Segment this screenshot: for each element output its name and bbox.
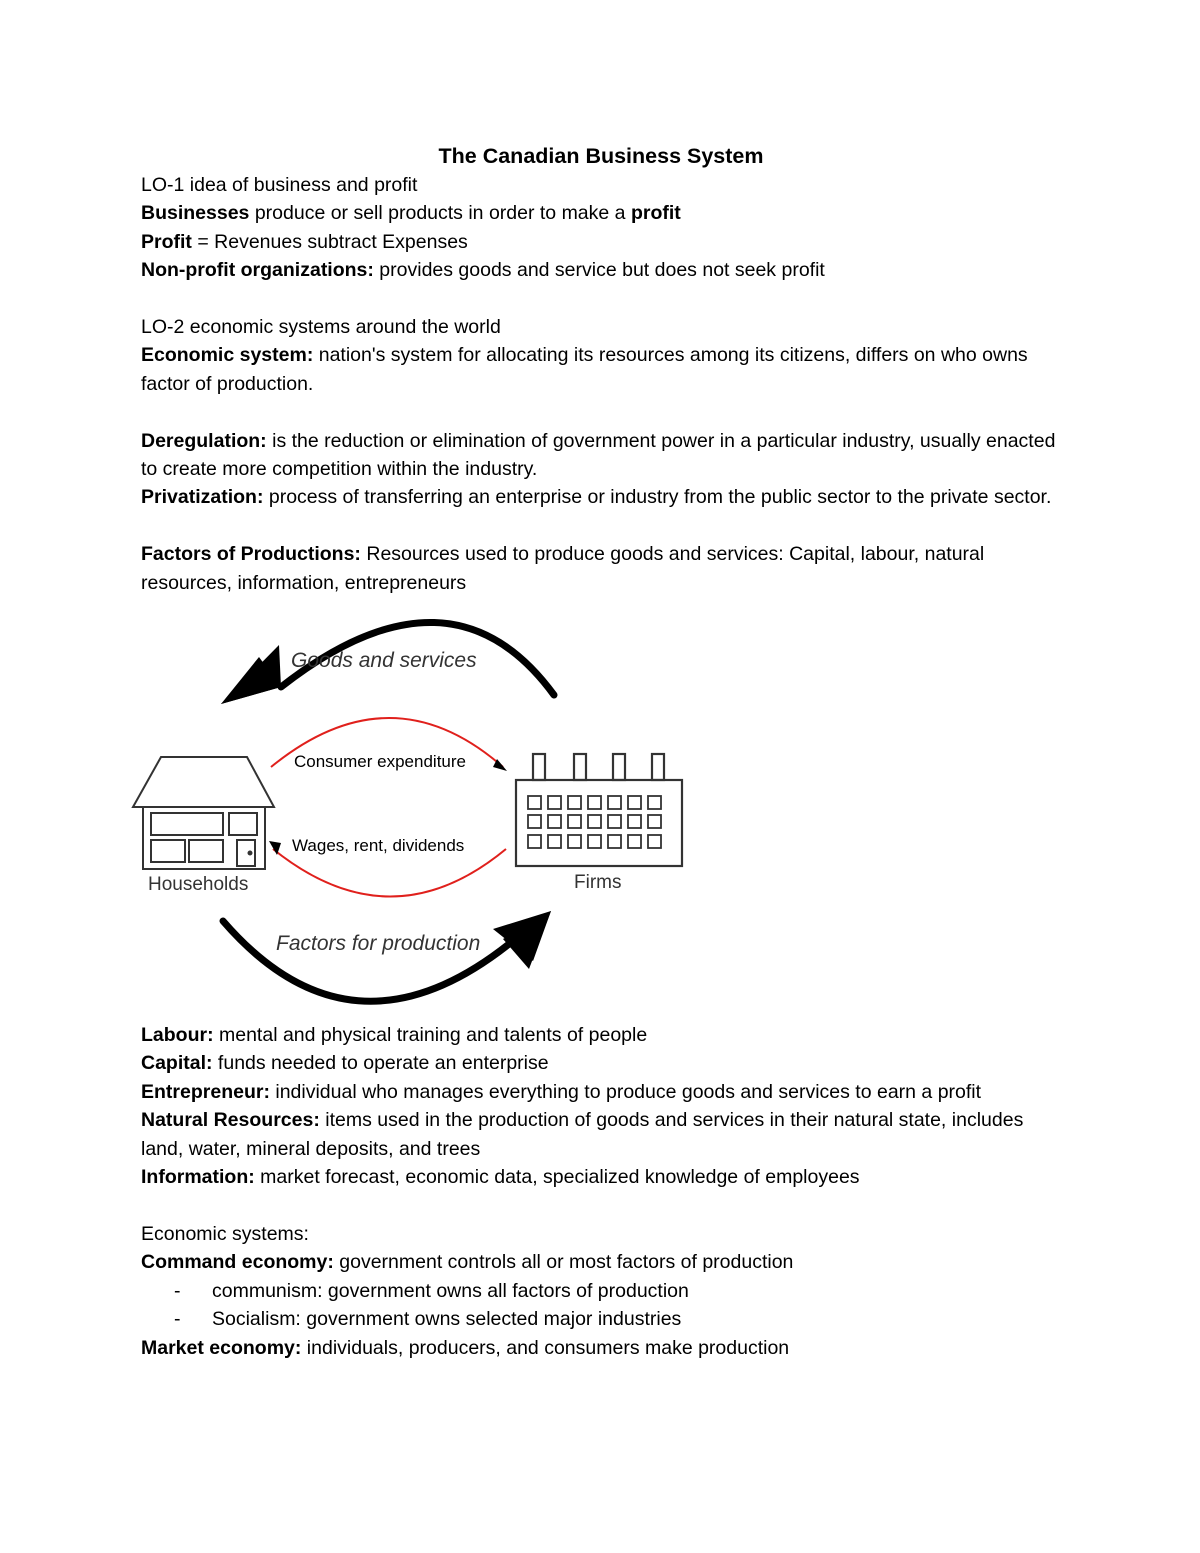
term-deregulation: Deregulation: <box>141 429 267 452</box>
definition-privatization <box>141 483 1061 511</box>
factor-capital <box>141 1049 1061 1077</box>
term-businesses: Businesses <box>141 202 250 225</box>
term-labour: Labour: <box>141 1024 214 1047</box>
factor-labour <box>141 1021 1061 1049</box>
bottom-flow-arrow <box>223 911 551 1001</box>
households-label: Households <box>148 874 249 896</box>
top-flow-label: Goods and services <box>291 649 477 673</box>
definition-factors <box>141 540 1061 597</box>
def-entrepreneur: individual who manages everything to produce goods and services to earn a profit <box>269 1080 982 1103</box>
def-capital: funds needed to operate an enterprise <box>212 1052 549 1075</box>
definition-market-economy <box>141 1334 1061 1362</box>
spacer <box>141 1191 1061 1219</box>
inner-top-label: Consumer expenditure <box>294 752 466 772</box>
def-natural-resources: items used in the production of goods and services in their natural state, includes land, water, mineral deposits, and trees <box>141 1109 1024 1160</box>
circular-flow-diagram <box>131 599 831 1019</box>
command-economy-list <box>141 1277 1061 1334</box>
lo1-heading: LO-1 idea of business and profit <box>141 174 418 196</box>
definition-deregulation <box>141 427 1061 484</box>
term-privatization: Privatization: <box>141 486 264 509</box>
term-profit: Profit <box>141 230 192 253</box>
factor-natural-resources <box>141 1106 1061 1163</box>
definition-profit <box>141 228 1061 256</box>
term-factors: Factors of Productions: <box>141 543 361 566</box>
def-economic-system: nation's system for allocating its resources among its citizens, differs on who owns factor of production. <box>141 344 1028 395</box>
def-information: market forecast, economic data, specialized knowledge of employees <box>254 1166 860 1189</box>
term-entrepreneur: Entrepreneur: <box>141 1080 270 1103</box>
term-profit-inline: profit <box>630 202 681 225</box>
term-information: Information: <box>141 1166 255 1189</box>
household-icon <box>133 757 274 869</box>
document-title: The Canadian Business System <box>438 144 764 168</box>
document-page <box>141 141 1061 1362</box>
def-privatization: process of transferring an enterprise or industry from the public sector to the private sector. <box>263 486 1052 509</box>
spacer <box>141 512 1061 540</box>
definition-command-economy <box>141 1248 1061 1276</box>
def-labour: mental and physical training and talents of people <box>213 1024 648 1047</box>
term-command-economy: Command economy: <box>141 1251 334 1274</box>
bottom-flow-label: Factors for production <box>276 932 481 956</box>
definition-businesses <box>141 199 1061 227</box>
def-businesses: produce or sell products in order to make a <box>249 202 631 225</box>
term-economic-system: Economic system: <box>141 344 314 367</box>
def-command-economy: government controls all or most factors of production <box>333 1251 794 1274</box>
lo2-heading: LO-2 economic systems around the world <box>141 316 501 339</box>
factor-entrepreneur <box>141 1078 1061 1106</box>
def-market-economy: individuals, producers, and consumers make production <box>301 1336 790 1359</box>
list-item: - Socialism: government owns selected major industries <box>141 1305 1061 1333</box>
def-nonprofit: provides goods and service but does not seek profit <box>373 259 825 282</box>
firms-label: Firms <box>574 872 622 894</box>
definition-economic-system <box>141 341 1061 398</box>
economic-systems-heading: Economic systems: <box>141 1222 309 1245</box>
factor-information <box>141 1163 1061 1191</box>
term-nonprofit: Non-profit organizations: <box>141 259 374 282</box>
inner-bottom-label: Wages, rent, dividends <box>292 836 465 856</box>
spacer <box>141 285 1061 313</box>
factory-icon <box>516 754 682 866</box>
def-deregulation: is the reduction or elimination of government power in a particular industry, usually enacted to create more competition within the industry. <box>141 429 1056 481</box>
spacer <box>141 398 1061 426</box>
def-profit: = Revenues subtract Expenses <box>191 230 468 253</box>
def-factors: Resources used to produce goods and services: Capital, labour, natural resources, information, entrepreneurs <box>141 543 985 594</box>
list-item: - communism: government owns all factors of production <box>141 1277 1061 1305</box>
term-natural-resources: Natural Resources: <box>141 1109 320 1132</box>
term-capital: Capital: <box>141 1052 213 1075</box>
definition-nonprofit <box>141 256 1061 284</box>
term-market-economy: Market economy: <box>141 1336 302 1359</box>
